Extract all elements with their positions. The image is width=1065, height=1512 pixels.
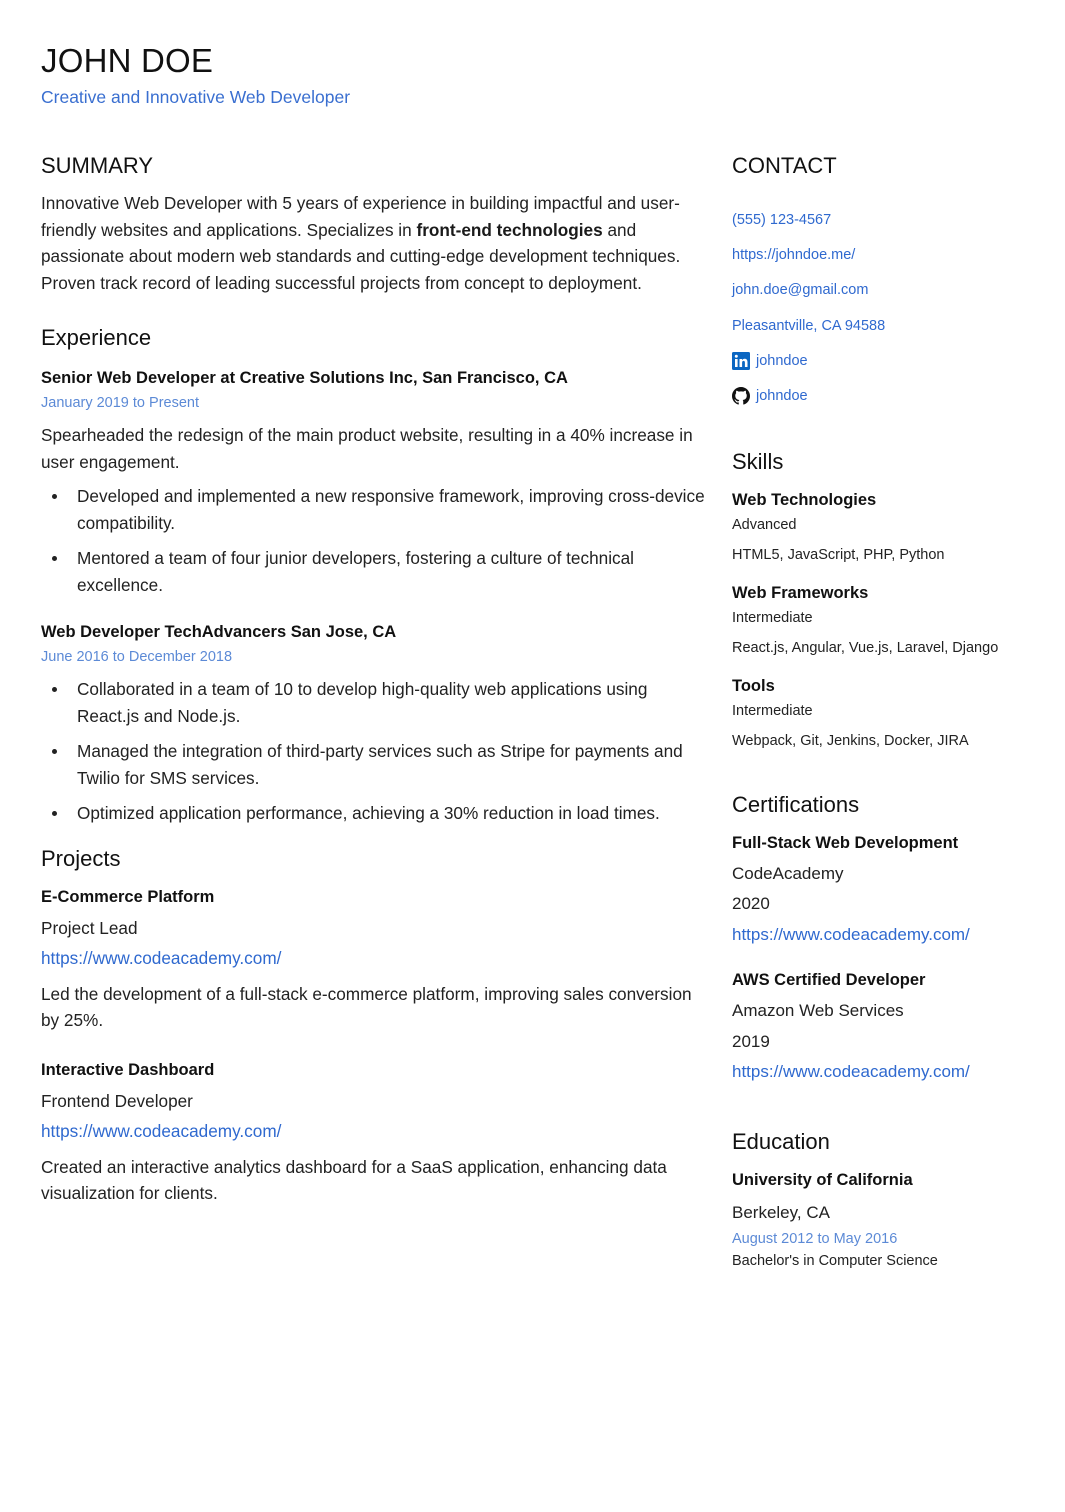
certification-year: 2020	[732, 894, 770, 914]
contact-phone[interactable]: (555) 123-4567	[732, 211, 832, 228]
summary-heading: SUMMARY	[41, 153, 154, 178]
job-dates: January 2019 to Present	[41, 395, 199, 411]
job-title: Senior Web Developer at Creative Solutions Inc, San Francisco, CA	[41, 369, 568, 387]
skill-entry	[732, 488, 1032, 567]
project-name: Interactive Dashboard	[41, 1060, 215, 1079]
contact-linkedin[interactable]	[732, 343, 1032, 378]
certification-link[interactable]: https://www.codeacademy.com/	[732, 1062, 970, 1082]
bullet-icon	[52, 687, 57, 692]
job-bullets	[41, 483, 706, 598]
skill-entry	[732, 581, 1032, 660]
bullet-text: Mentored a team of four junior developers, fostering a culture of technical excellence.	[77, 548, 634, 595]
bullet-icon	[52, 811, 57, 816]
job-bullet	[41, 676, 706, 729]
bullet-text: Optimized application performance, achieving a 30% reduction in load times.	[77, 803, 660, 823]
education-entry	[732, 1168, 1032, 1272]
certifications-section	[732, 791, 1032, 1088]
education-location: Berkeley, CA	[732, 1202, 830, 1222]
bullet-text: Collaborated in a team of 10 to develop high-quality web applications using React.js and Node.js.	[77, 679, 648, 726]
project-link[interactable]: https://www.codeacademy.com/	[41, 947, 282, 968]
project-name: E-Commerce Platform	[41, 887, 215, 906]
certification-name: Full-Stack Web Development	[732, 833, 959, 852]
job-bullets	[41, 676, 706, 827]
candidate-tagline: Creative and Innovative Web Developer	[41, 87, 351, 107]
project-entry	[41, 885, 706, 1034]
summary-section	[41, 152, 706, 296]
education-dates: August 2012 to May 2016	[732, 1230, 898, 1247]
bullet-icon	[52, 749, 57, 754]
summary-text-part: Innovative Web Developer with 5 years of experience in building impactful and user-friendly websites and applications. Specializes in	[41, 193, 680, 240]
education-heading: Education	[732, 1128, 830, 1154]
skills-section	[732, 448, 1032, 753]
certification-name: AWS Certified Developer	[732, 971, 926, 990]
skill-keywords: React.js, Angular, Vue.js, Laravel, Django	[732, 639, 999, 656]
linkedin-icon	[732, 352, 750, 370]
github-icon	[732, 387, 750, 405]
certification-entry	[732, 831, 1032, 951]
projects-heading: Projects	[41, 845, 121, 871]
bullet-icon	[52, 494, 57, 499]
job-title: Web Developer TechAdvancers San Jose, CA	[41, 623, 397, 641]
sidebar-column	[732, 140, 1032, 1272]
contact-email[interactable]: john.doe@gmail.com	[732, 282, 869, 299]
education-school: University of California	[732, 1170, 913, 1189]
certification-link[interactable]: https://www.codeacademy.com/	[732, 924, 970, 944]
certifications-heading: Certifications	[732, 791, 860, 817]
contact-github[interactable]	[732, 378, 1032, 413]
skill-level: Advanced	[732, 516, 797, 533]
job-bullet	[41, 800, 706, 827]
contact-heading: CONTACT	[732, 153, 837, 178]
project-entry	[41, 1058, 706, 1207]
projects-section	[41, 845, 706, 1207]
skills-heading: Skills	[732, 448, 784, 474]
project-description: Led the development of a full-stack e-commerce platform, improving sales conversion by 25%.	[41, 983, 692, 1030]
summary-text	[41, 190, 706, 296]
skill-level: Intermediate	[732, 609, 813, 626]
contact-section	[732, 152, 1032, 414]
job-bullet	[41, 483, 706, 536]
contact-location[interactable]: Pleasantville, CA 94588	[732, 317, 886, 334]
project-role: Frontend Developer	[41, 1090, 193, 1111]
summary-highlight: front-end technologies	[416, 219, 603, 240]
job-description: Spearheaded the redesign of the main product website, resulting in a 40% increase in user engagement.	[41, 425, 693, 472]
job-dates: June 2016 to December 2018	[41, 649, 233, 665]
skill-entry	[732, 674, 1032, 753]
candidate-name: JOHN DOE	[41, 42, 214, 79]
certification-issuer: Amazon Web Services	[732, 1001, 904, 1021]
project-role: Project Lead	[41, 917, 138, 938]
education-section	[732, 1128, 1032, 1272]
skill-name: Web Technologies	[732, 490, 877, 509]
job-entry	[41, 620, 706, 827]
contact-website[interactable]: https://johndoe.me/	[732, 246, 856, 263]
project-description: Created an interactive analytics dashboard for a SaaS application, enhancing data visualization for clients.	[41, 1156, 667, 1203]
main-column	[41, 140, 706, 1207]
experience-heading: Experience	[41, 325, 152, 350]
certification-entry	[732, 968, 1032, 1088]
project-link[interactable]: https://www.codeacademy.com/	[41, 1120, 282, 1141]
bullet-icon	[52, 556, 57, 561]
skill-name: Tools	[732, 676, 775, 695]
contact-list	[732, 202, 1032, 414]
skill-keywords: HTML5, JavaScript, PHP, Python	[732, 546, 945, 563]
bullet-text: Managed the integration of third-party services such as Stripe for payments and Twilio for SMS services.	[77, 741, 683, 788]
job-bullet	[41, 545, 706, 598]
github-label: johndoe	[756, 388, 808, 405]
skill-keywords: Webpack, Git, Jenkins, Docker, JIRA	[732, 732, 969, 749]
education-degree: Bachelor's in Computer Science	[732, 1252, 938, 1269]
linkedin-label: johndoe	[756, 352, 808, 369]
job-entry	[41, 366, 706, 598]
bullet-text: Developed and implemented a new responsive framework, improving cross-device compatibility.	[77, 486, 705, 533]
skill-name: Web Frameworks	[732, 583, 869, 602]
skill-level: Intermediate	[732, 702, 813, 719]
job-bullet	[41, 738, 706, 791]
certification-issuer: CodeAcademy	[732, 863, 844, 883]
certification-year: 2019	[732, 1031, 770, 1051]
experience-section	[41, 324, 706, 827]
summary-text-part: and passionate about modern web standards and cutting-edge development techniques. Proven track record of leading successful projects from concept to deployment.	[41, 219, 681, 293]
